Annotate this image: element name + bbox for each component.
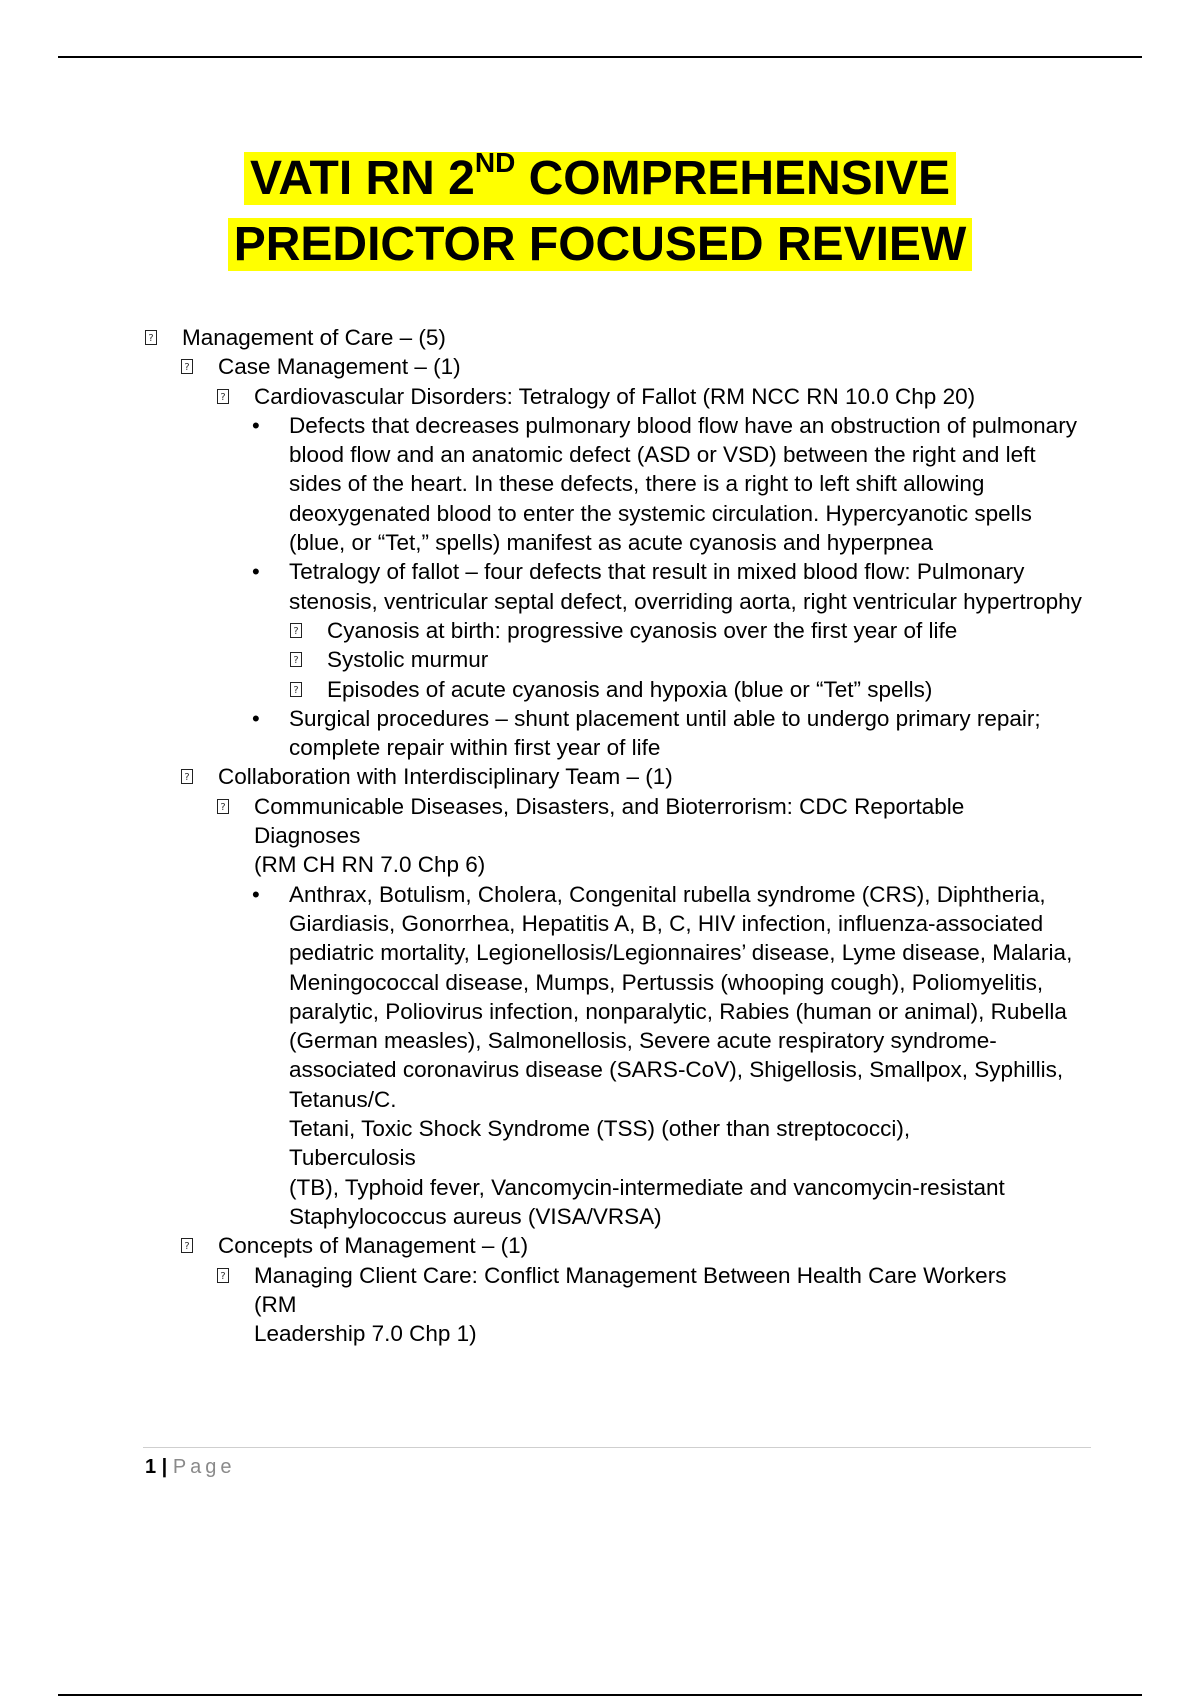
bullet-item: • Anthrax, Botulism, Cholera, Congenital rubella syndrome (CRS), Diphtheria, Giardiasis, Gonorrhea, Hepatitis A, B, C, HIV infection, influenza-associated pediatric mortality, Legionellosis/Legionnaires’ disease, Lyme disease, Malaria, Meningococcal disease, Mumps, Pertussis (whooping cough), Poliomyelitis, paralytic, Poliovirus infection, nonparalytic, Rabies (human or animal), Rubella (German measles), Salmonellosis, Severe acute respiratory syndrome-associated coronavirus disease (SARS-CoV), Shigellosis, Smallpox, Syphillis, Tetanus/C. Tetani, Toxic Shock Syndrome (TSS) (other than streptococci), Tuberculosis (TB), Typhoid fever, Vancomycin-intermediate and vancomycin-resistant Staphylococcus aureus (VISA/VRSA) [252,881,1073,1229]
missing-glyph-icon: ? [290,682,302,697]
list-item: ? Case Management – (1) [218,352,1200,381]
document-title [0,146,1200,278]
top-rule [58,56,1142,58]
bullet-icon: • [252,559,260,585]
footer-separator: | [156,1456,173,1478]
missing-glyph-icon: ? [217,389,229,404]
list-item: ? Episodes of acute cyanosis and hypoxia (blue or “Tet” spells) [327,675,1200,704]
list-item: ? Management of Care – (5) [182,323,1200,352]
title-line-1: VATI RN 2ND COMPREHENSIVE [244,152,956,205]
page-number: 1 [145,1456,157,1478]
bullet-icon: • [252,705,260,731]
outline [0,323,1200,1348]
list-item: ? Systolic murmur [327,645,1200,674]
bullet-item: • Surgical procedures – shunt placement until able to undergo primary repair; complete repair within first year of life [252,705,1041,761]
missing-glyph-icon: ? [145,330,157,345]
list-item: ? Communicable Diseases, Disasters, and Bioterrorism: CDC Reportable Diagnoses (RM CH RN 7.0 Chp 6) [254,792,1044,880]
missing-glyph-icon: ? [217,799,229,814]
list-item: ? Cardiovascular Disorders: Tetralogy of Fallot (RM NCC RN 10.0 Chp 20) [254,382,1044,411]
title-line-2: PREDICTOR FOCUSED REVIEW [228,218,973,271]
missing-glyph-icon: ? [181,359,193,374]
missing-glyph-icon: ? [181,769,193,784]
bullet-item: • Tetralogy of fallot – four defects that result in mixed blood flow: Pulmonary stenosis, ventricular septal defect, overriding aorta, right ventricular hypertrophy [252,559,1082,614]
bullet-icon: • [252,881,260,907]
list-item: ? Concepts of Management – (1) [218,1231,1200,1260]
bullet-item: • Defects that decreases pulmonary blood flow have an obstruction of pulmonary blood flow and an anatomic defect (ASD or VSD) between the right and left sides of the heart. In these defects, there is a right to left shift allowing deoxygenated blood to enter the systemic circulation. Hypercyanotic spells (blue, or “Tet,” spells) manifest as acute cyanosis and hyperpnea [252,412,1077,556]
list-item: ? Collaboration with Interdisciplinary Team – (1) [218,762,1200,791]
footer-rule [143,1447,1091,1448]
list-item: ? Cyanosis at birth: progressive cyanosis over the first year of life [327,616,1200,645]
page-footer [145,1453,236,1481]
bullet-icon: • [252,412,260,438]
list-item: ? Managing Client Care: Conflict Management Between Health Care Workers (RM Leadership 7.0 Chp 1) [254,1261,1044,1349]
missing-glyph-icon: ? [290,623,302,638]
bottom-rule [58,1694,1142,1696]
missing-glyph-icon: ? [290,652,302,667]
page-label: Page [172,1456,236,1478]
missing-glyph-icon: ? [181,1238,193,1253]
missing-glyph-icon: ? [217,1268,229,1283]
